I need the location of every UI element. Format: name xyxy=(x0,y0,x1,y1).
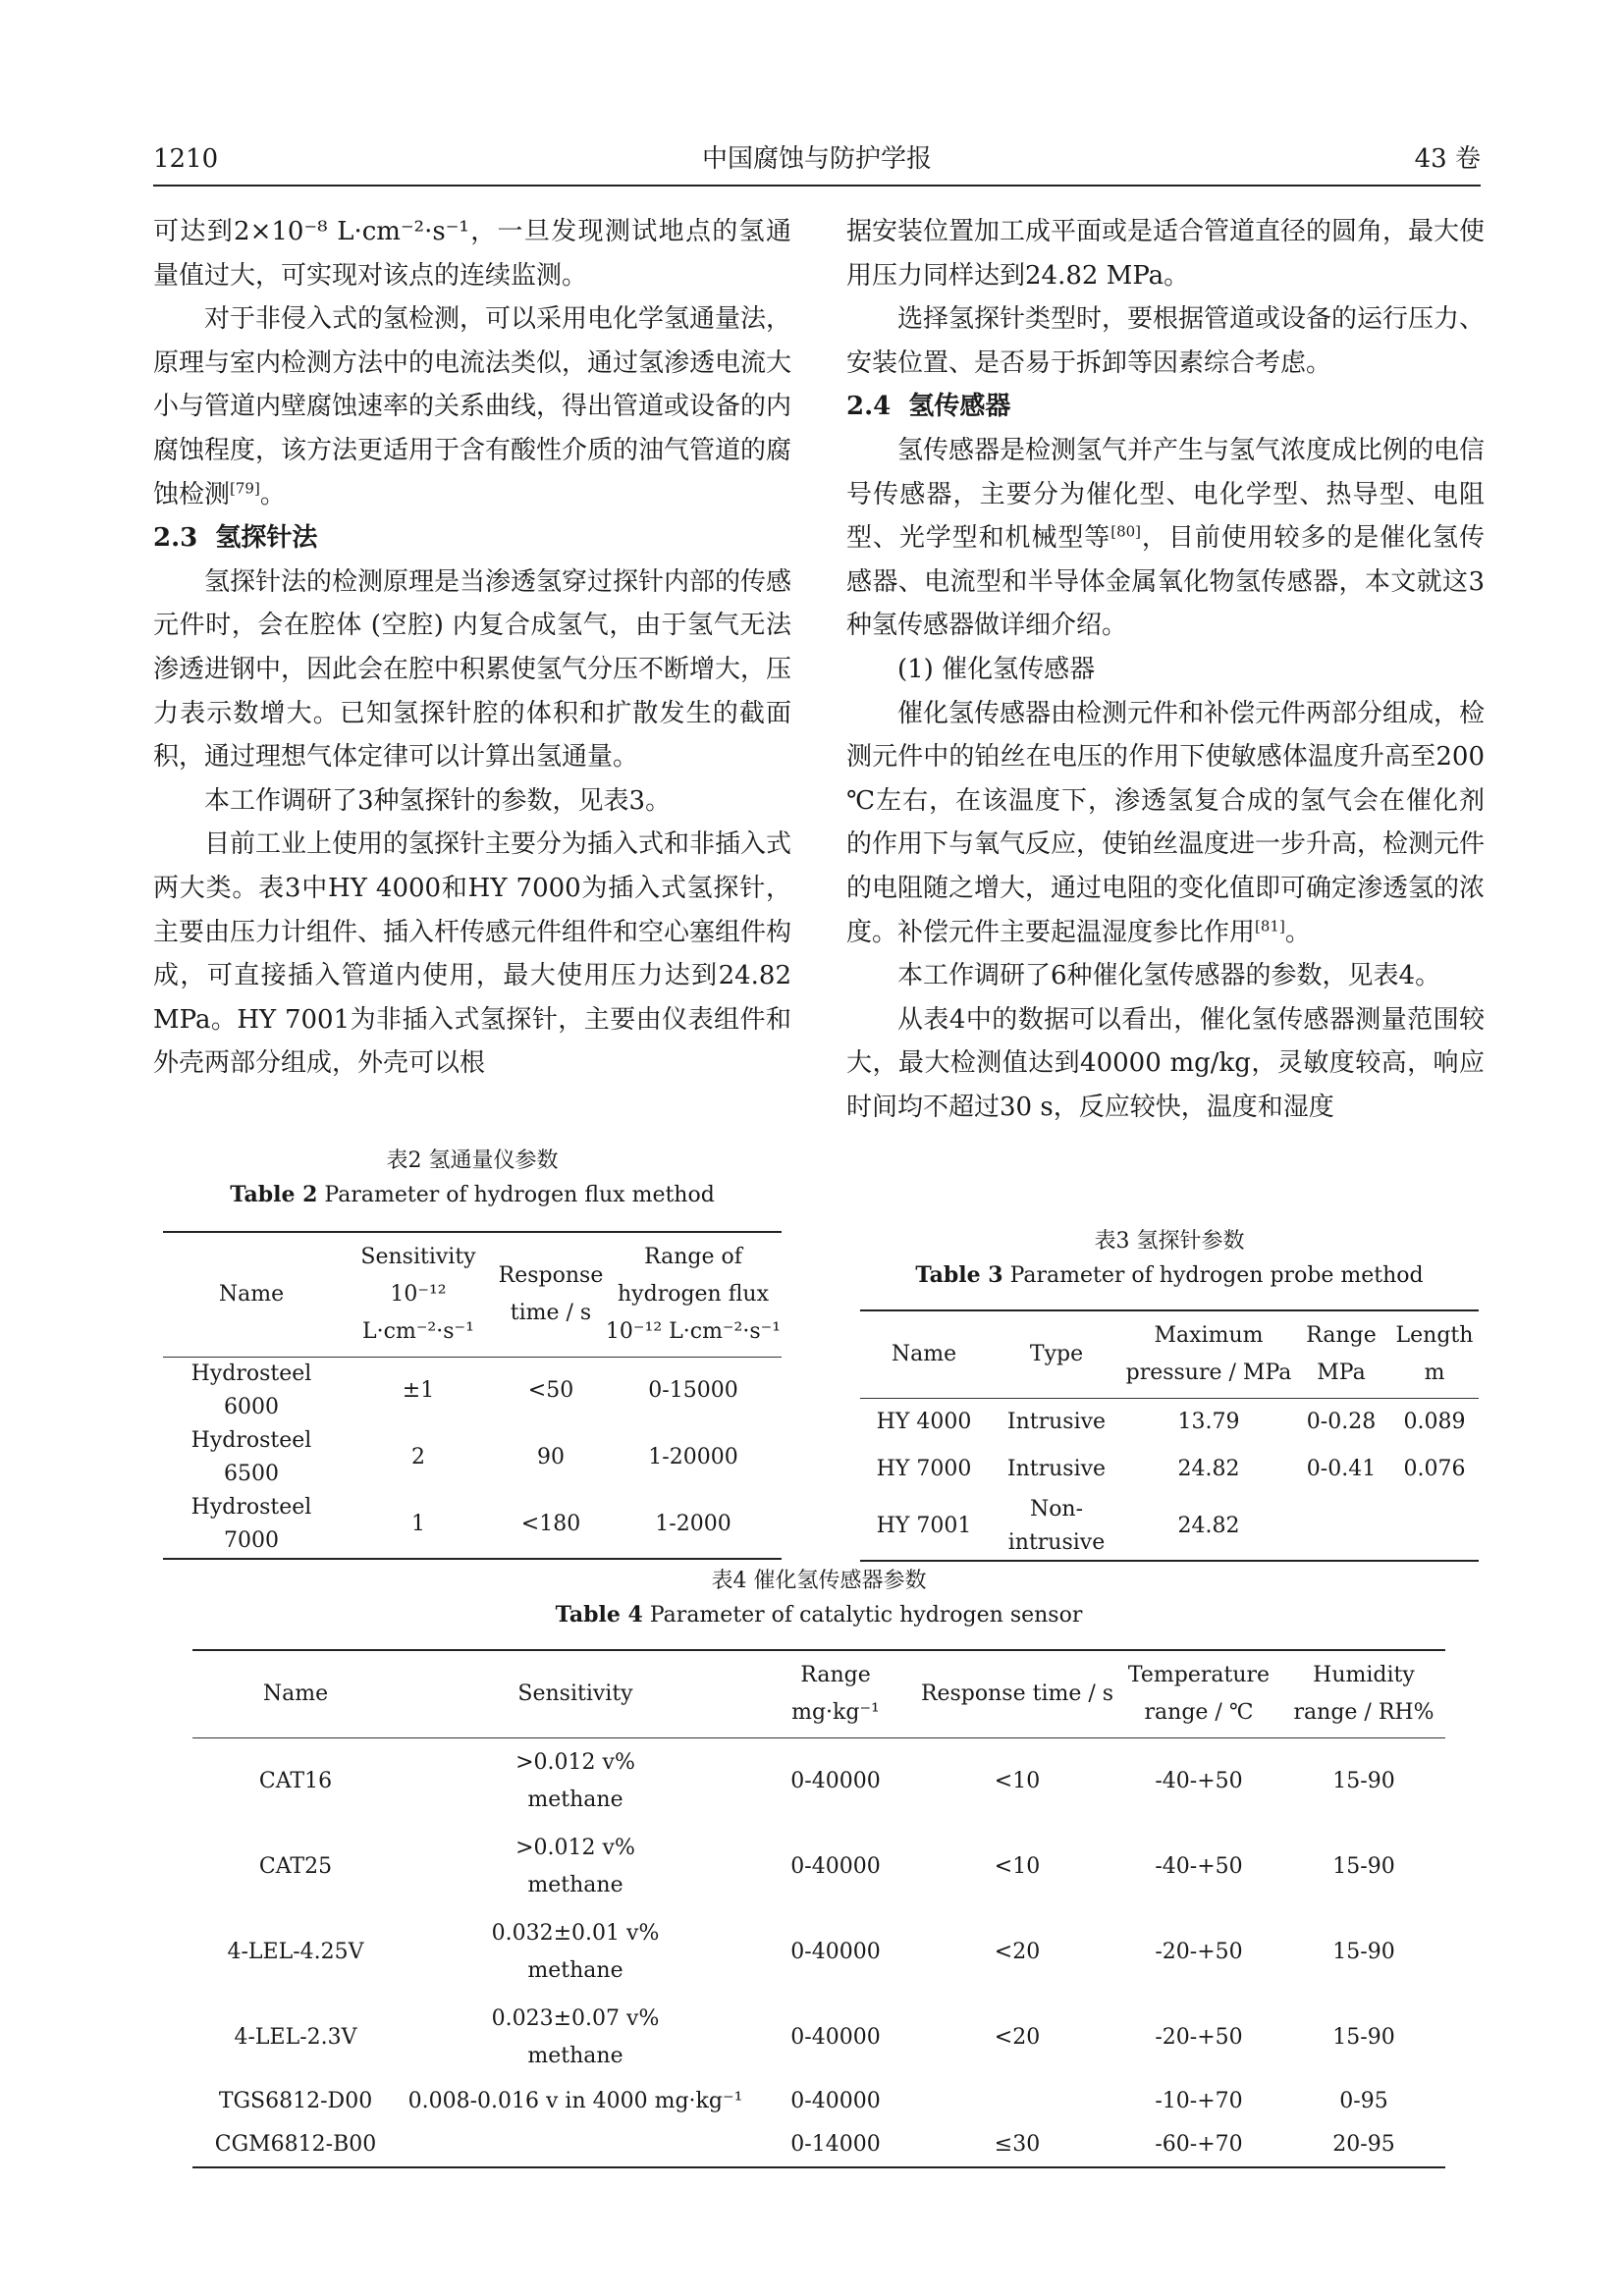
table-header-cell xyxy=(192,1650,399,1738)
table-cell xyxy=(1282,1909,1445,1995)
table-cell-text: -40-+50 xyxy=(1155,1768,1243,1793)
paragraph: 选择氢探针类型时，要根据管道或设备的运行压力、安装位置、是否易于拆卸等因素综合考虑。 xyxy=(846,304,1486,378)
table-row xyxy=(163,1358,782,1425)
table-cell xyxy=(1115,1995,1282,2080)
paragraph: 催化氢传感器由检测元件和补偿元件两部分组成，检测元件中的铂丝在电压的作用下使敏感体温度升高至200 ℃左右，在该温度下，渗透氢复合成的氢气会在催化剂的作用下与氧气反应，使铂丝温度进一步升高，检测元件的电阻随之增大，通过电阻的变化值即可确定渗透氢的浓度。补偿元件主要起温湿度参比作用[81]。 xyxy=(846,698,1486,947)
table-cell-text: 4-LEL-4.25V xyxy=(227,1939,364,1964)
table-cell-text: hydrogen flux xyxy=(618,1282,769,1307)
table-cell-text: 0-40000 xyxy=(790,2024,881,2050)
table-header-cell xyxy=(1282,1650,1445,1738)
table-cell-text: Range xyxy=(800,1663,871,1687)
paragraph: 可达到2×10⁻⁸ L·cm⁻²·s⁻¹，一旦发现测试地点的氢通量值过大，可实现对该点的连续监测。 xyxy=(153,217,791,291)
journal-title: 中国腐蚀与防护学报 xyxy=(701,144,932,174)
table-cell-text: 0-40000 xyxy=(790,1853,881,1879)
table-row xyxy=(192,1995,1445,2080)
table-cell xyxy=(1115,2080,1282,2123)
table-cell xyxy=(919,1824,1115,1909)
table-cell-text: <10 xyxy=(994,1853,1041,1879)
table-cell xyxy=(752,2123,919,2167)
table-cell xyxy=(919,2123,1115,2167)
table-cell-text: Response time / s xyxy=(920,1682,1114,1706)
paragraph: 本工作调研了3种氢探针的参数，见表3。 xyxy=(204,785,672,816)
table-cell xyxy=(1115,1824,1282,1909)
table-row xyxy=(192,1824,1445,1909)
table-cell-text: Range xyxy=(1306,1323,1377,1348)
table-2-caption: 表2 氢通量仪参数 Table 2 Parameter of hydrogen flux method xyxy=(230,1148,715,1207)
table-row xyxy=(163,1424,782,1491)
table-header-cell xyxy=(1390,1310,1479,1399)
table-cell: 0.076 xyxy=(1403,1457,1466,1481)
table-cell-text: 15-90 xyxy=(1332,2024,1395,2050)
table-row xyxy=(860,1446,1479,1493)
table-cell-text: 0-14000 xyxy=(790,2132,881,2157)
table-cell-text: 0.023±0.07 v% xyxy=(491,2005,660,2031)
table-cell-text: 0.008-0.016 v in 4000 mg·kg⁻¹ xyxy=(407,2089,743,2113)
table-cell xyxy=(919,1738,1115,1825)
page-number: 1210 xyxy=(153,144,219,174)
table-cell xyxy=(192,1909,399,1995)
table-cell: 90 xyxy=(537,1445,565,1469)
table-cell xyxy=(1282,1738,1445,1825)
table-cell-text: -60-+70 xyxy=(1155,2132,1243,2157)
table-cell-text: <20 xyxy=(994,1939,1041,1964)
table-cell-text: CAT16 xyxy=(258,1768,333,1793)
table-cell xyxy=(919,2080,1115,2123)
table-cell-text: Response xyxy=(498,1263,604,1288)
table-3 xyxy=(860,1309,1479,1562)
section-heading-2-3: 2.3 氢探针法 xyxy=(153,523,318,554)
paragraph: (1) 催化氢传感器 xyxy=(897,654,1096,684)
table-header-cell xyxy=(399,1650,752,1738)
table-cell: 1-20000 xyxy=(648,1445,738,1469)
table-header-cell xyxy=(1292,1310,1390,1399)
table-row xyxy=(860,1493,1479,1561)
table-cell-text: -20-+50 xyxy=(1155,1939,1243,1964)
table-cell xyxy=(752,1824,919,1909)
table-cell-text: 0-40000 xyxy=(790,2089,881,2113)
table-cell: Hydrosteel 7000 xyxy=(190,1495,312,1553)
table-cell: HY 4000 xyxy=(876,1410,972,1434)
paragraph: 据安装位置加工成平面或是适合管道直径的圆角，最大使用压力同样达到24.82 MPa。 xyxy=(846,217,1486,291)
table-cell-text: 0.032±0.01 v% xyxy=(491,1920,660,1946)
table-cell xyxy=(919,1995,1115,2080)
table-cell-text: 10⁻¹² L·cm⁻²·s⁻¹ xyxy=(605,1319,782,1344)
table-4 xyxy=(192,1649,1445,2168)
table-cell-text: Name xyxy=(891,1342,957,1366)
table-cell-text: 15-90 xyxy=(1332,1939,1395,1964)
table-header-cell xyxy=(919,1650,1115,1738)
table-cell: <50 xyxy=(527,1378,574,1403)
right-column xyxy=(846,210,1485,1129)
table-cell: Hydrosteel 6500 xyxy=(190,1428,312,1486)
table-cell: ±1 xyxy=(402,1378,435,1403)
table-cell-text: 20-95 xyxy=(1332,2132,1395,2157)
table-cell xyxy=(1292,1493,1390,1561)
table-cell xyxy=(192,1995,399,2080)
table-header-cell xyxy=(988,1310,1125,1399)
table-cell xyxy=(752,1738,919,1825)
table-cell-text: methane xyxy=(527,1787,623,1812)
table-cell xyxy=(192,2080,399,2123)
table-3-caption: 表3 氢探针参数 Table 3 Parameter of hydrogen probe method xyxy=(915,1229,1424,1288)
table-cell-text: <20 xyxy=(994,2024,1041,2050)
table-header-cell xyxy=(605,1232,782,1358)
table-cell-text: Maximum xyxy=(1154,1323,1264,1348)
table-cell: 2 xyxy=(411,1445,425,1469)
table-cell-text: mg·kg⁻¹ xyxy=(791,1700,880,1725)
table-cell xyxy=(752,2080,919,2123)
table-cell: 24.82 xyxy=(1177,1457,1240,1481)
table-cell: Non-intrusive xyxy=(1007,1497,1106,1555)
table-cell-text: 15-90 xyxy=(1332,1768,1395,1793)
table-cell-text: pressure / MPa xyxy=(1125,1361,1292,1385)
paragraph: 对于非侵入式的氢检测，可以采用电化学氢通量法，原理与室内检测方法中的电流法类似，通过氢渗透电流大小与管道内壁腐蚀速率的关系曲线，得出管道或设备的内腐蚀程度，该方法更适用于含有酸性介质的油气管道的腐蚀检测[79]。 xyxy=(153,304,792,509)
table-cell-text: Sensitivity xyxy=(517,1682,633,1706)
table-cell: 0-15000 xyxy=(648,1378,738,1403)
table-cell-text: <10 xyxy=(994,1768,1041,1793)
table-cell-text: methane xyxy=(527,1957,623,1983)
table-header-cell xyxy=(752,1650,919,1738)
table-cell: <180 xyxy=(520,1512,581,1536)
table-cell-text: Temperature xyxy=(1127,1663,1271,1687)
table-cell-text: MPa xyxy=(1317,1361,1366,1385)
table-header-cell xyxy=(1125,1310,1292,1399)
table-cell: 0-0.28 xyxy=(1306,1410,1377,1434)
table-cell-text: CGM6812-B00 xyxy=(214,2132,377,2157)
table-cell: HY 7000 xyxy=(876,1457,972,1481)
volume-label: 43 卷 xyxy=(1414,144,1481,174)
table-header-cell xyxy=(163,1232,340,1358)
table-cell: 13.79 xyxy=(1177,1410,1240,1434)
table-cell-text: 4-LEL-2.3V xyxy=(234,2024,357,2050)
table-cell xyxy=(1282,2080,1445,2123)
section-heading-2-4: 2.4 氢传感器 xyxy=(846,392,1011,422)
table-cell-text: -40-+50 xyxy=(1155,1853,1243,1879)
header-rule xyxy=(153,185,1481,187)
paragraph: 本工作调研了6种催化氢传感器的参数，见表4。 xyxy=(897,961,1441,991)
table-cell-text: Humidity xyxy=(1313,1663,1415,1687)
table-cell xyxy=(1282,1824,1445,1909)
table-cell-text: Type xyxy=(1029,1342,1084,1366)
table-cell-text: methane xyxy=(527,1872,623,1897)
table-cell xyxy=(919,1909,1115,1995)
table-cell-text: range / ℃ xyxy=(1144,1700,1254,1725)
table-cell: 1-2000 xyxy=(655,1512,731,1536)
table-4-caption: 表4 催化氢传感器参数 Table 4 Parameter of catalytic hydrogen sensor xyxy=(555,1569,1083,1628)
table-row xyxy=(163,1491,782,1559)
table-cell-text: Name xyxy=(262,1682,329,1706)
table-cell: 0.089 xyxy=(1403,1410,1466,1434)
table-cell: Hydrosteel 6000 xyxy=(190,1362,312,1419)
table-cell xyxy=(752,1995,919,2080)
table-cell xyxy=(1282,2123,1445,2167)
table-cell-text: Length xyxy=(1395,1323,1474,1348)
table-cell-text: TGS6812-D00 xyxy=(218,2089,373,2113)
table-cell-text: range / RH% xyxy=(1293,1700,1435,1725)
table-cell-text: -10-+70 xyxy=(1155,2089,1243,2113)
table-row xyxy=(192,1738,1445,1825)
table-cell-text: -20-+50 xyxy=(1155,2024,1243,2050)
table-cell-text: Name xyxy=(218,1282,285,1307)
table-2 xyxy=(163,1231,782,1560)
paragraph: 从表4中的数据可以看出，催化氢传感器测量范围较大，最大检测值达到40000 mg/kg，灵敏度较高，响应时间均不超过30 s，反应较快，温度和湿度 xyxy=(846,1004,1485,1122)
paragraph: 氢传感器是检测氢气并产生与氢气浓度成比例的电信号传感器，主要分为催化型、电化学型、热导型、电阻型、光学型和机械型等[80]，目前使用较多的是催化氢传感器、电流型和半导体金属氧化物氢传感器，本文就这3种氢传感器做详细介绍。 xyxy=(846,435,1486,641)
left-column xyxy=(153,210,791,1086)
table-cell xyxy=(1115,1909,1282,1995)
table-cell xyxy=(192,2123,399,2167)
table-cell-text: >0.012 v% xyxy=(515,1749,635,1775)
table-cell-text: time / s xyxy=(510,1301,592,1325)
table-cell xyxy=(399,1909,752,1995)
table-cell xyxy=(399,2080,752,2123)
table-cell xyxy=(1282,1995,1445,2080)
table-cell-text: 10⁻¹² L·cm⁻²·s⁻¹ xyxy=(362,1282,474,1344)
table-cell-text: methane xyxy=(527,2043,623,2068)
table-header-cell xyxy=(340,1232,497,1358)
table-cell xyxy=(192,1824,399,1909)
table-cell-text: Range of xyxy=(644,1245,742,1269)
table-cell-text: m xyxy=(1424,1361,1445,1385)
table-row xyxy=(192,1909,1445,1995)
table-header-cell xyxy=(1115,1650,1282,1738)
table-cell: 24.82 xyxy=(1177,1514,1240,1538)
table-cell xyxy=(399,1824,752,1909)
table-header-cell xyxy=(860,1310,988,1399)
table-cell xyxy=(399,1995,752,2080)
table-header-cell xyxy=(497,1232,605,1358)
table-cell-text: CAT25 xyxy=(258,1853,333,1879)
table-cell: Intrusive xyxy=(1006,1457,1107,1481)
table-cell xyxy=(1115,2123,1282,2167)
table-row xyxy=(860,1399,1479,1447)
paragraph: 氢探针法的检测原理是当渗透氢穿过探针内部的传感元件时，会在腔体 (空腔) 内复合成氢气，由于氢气无法渗透进钢中，因此会在腔中积累使氢气分压不断增大，压力表示数增大。已知氢探针腔的体积和扩散发生的截面积，通过理想气体定律可以计算出氢通量。 xyxy=(153,566,792,773)
table-cell-text: ≤30 xyxy=(994,2132,1041,2157)
table-cell-text: >0.012 v% xyxy=(515,1835,635,1860)
table-cell: HY 7001 xyxy=(876,1514,972,1538)
table-cell-text: 0-40000 xyxy=(790,1939,881,1964)
table-cell xyxy=(1115,1738,1282,1825)
table-row xyxy=(192,2123,1445,2167)
table-cell xyxy=(399,2123,752,2167)
table-cell xyxy=(192,1738,399,1825)
table-cell xyxy=(399,1738,752,1825)
running-header xyxy=(153,137,1481,181)
table-row xyxy=(192,2080,1445,2123)
table-cell-text: 15-90 xyxy=(1332,1853,1395,1879)
table-cell-text: Sensitivity xyxy=(360,1245,476,1269)
table-cell-text: 0-40000 xyxy=(790,1768,881,1793)
paragraph: 目前工业上使用的氢探针主要分为插入式和非插入式两大类。表3中HY 4000和HY 7000为插入式氢探针，主要由压力计组件、插入杆传感元件组件和空心塞组件构成，可直接插入管道内使用，最大使用压力达到24.82 MPa。HY 7001为非插入式氢探针，主要由仪表组件和外壳两部分组成，外壳可以根 xyxy=(153,829,792,1079)
table-cell xyxy=(752,1909,919,1995)
table-cell xyxy=(1390,1493,1479,1561)
table-cell: 0-0.41 xyxy=(1306,1457,1377,1481)
table-cell: 1 xyxy=(411,1512,425,1536)
table-cell: Intrusive xyxy=(1006,1410,1107,1434)
table-cell-text: 0-95 xyxy=(1339,2089,1388,2113)
